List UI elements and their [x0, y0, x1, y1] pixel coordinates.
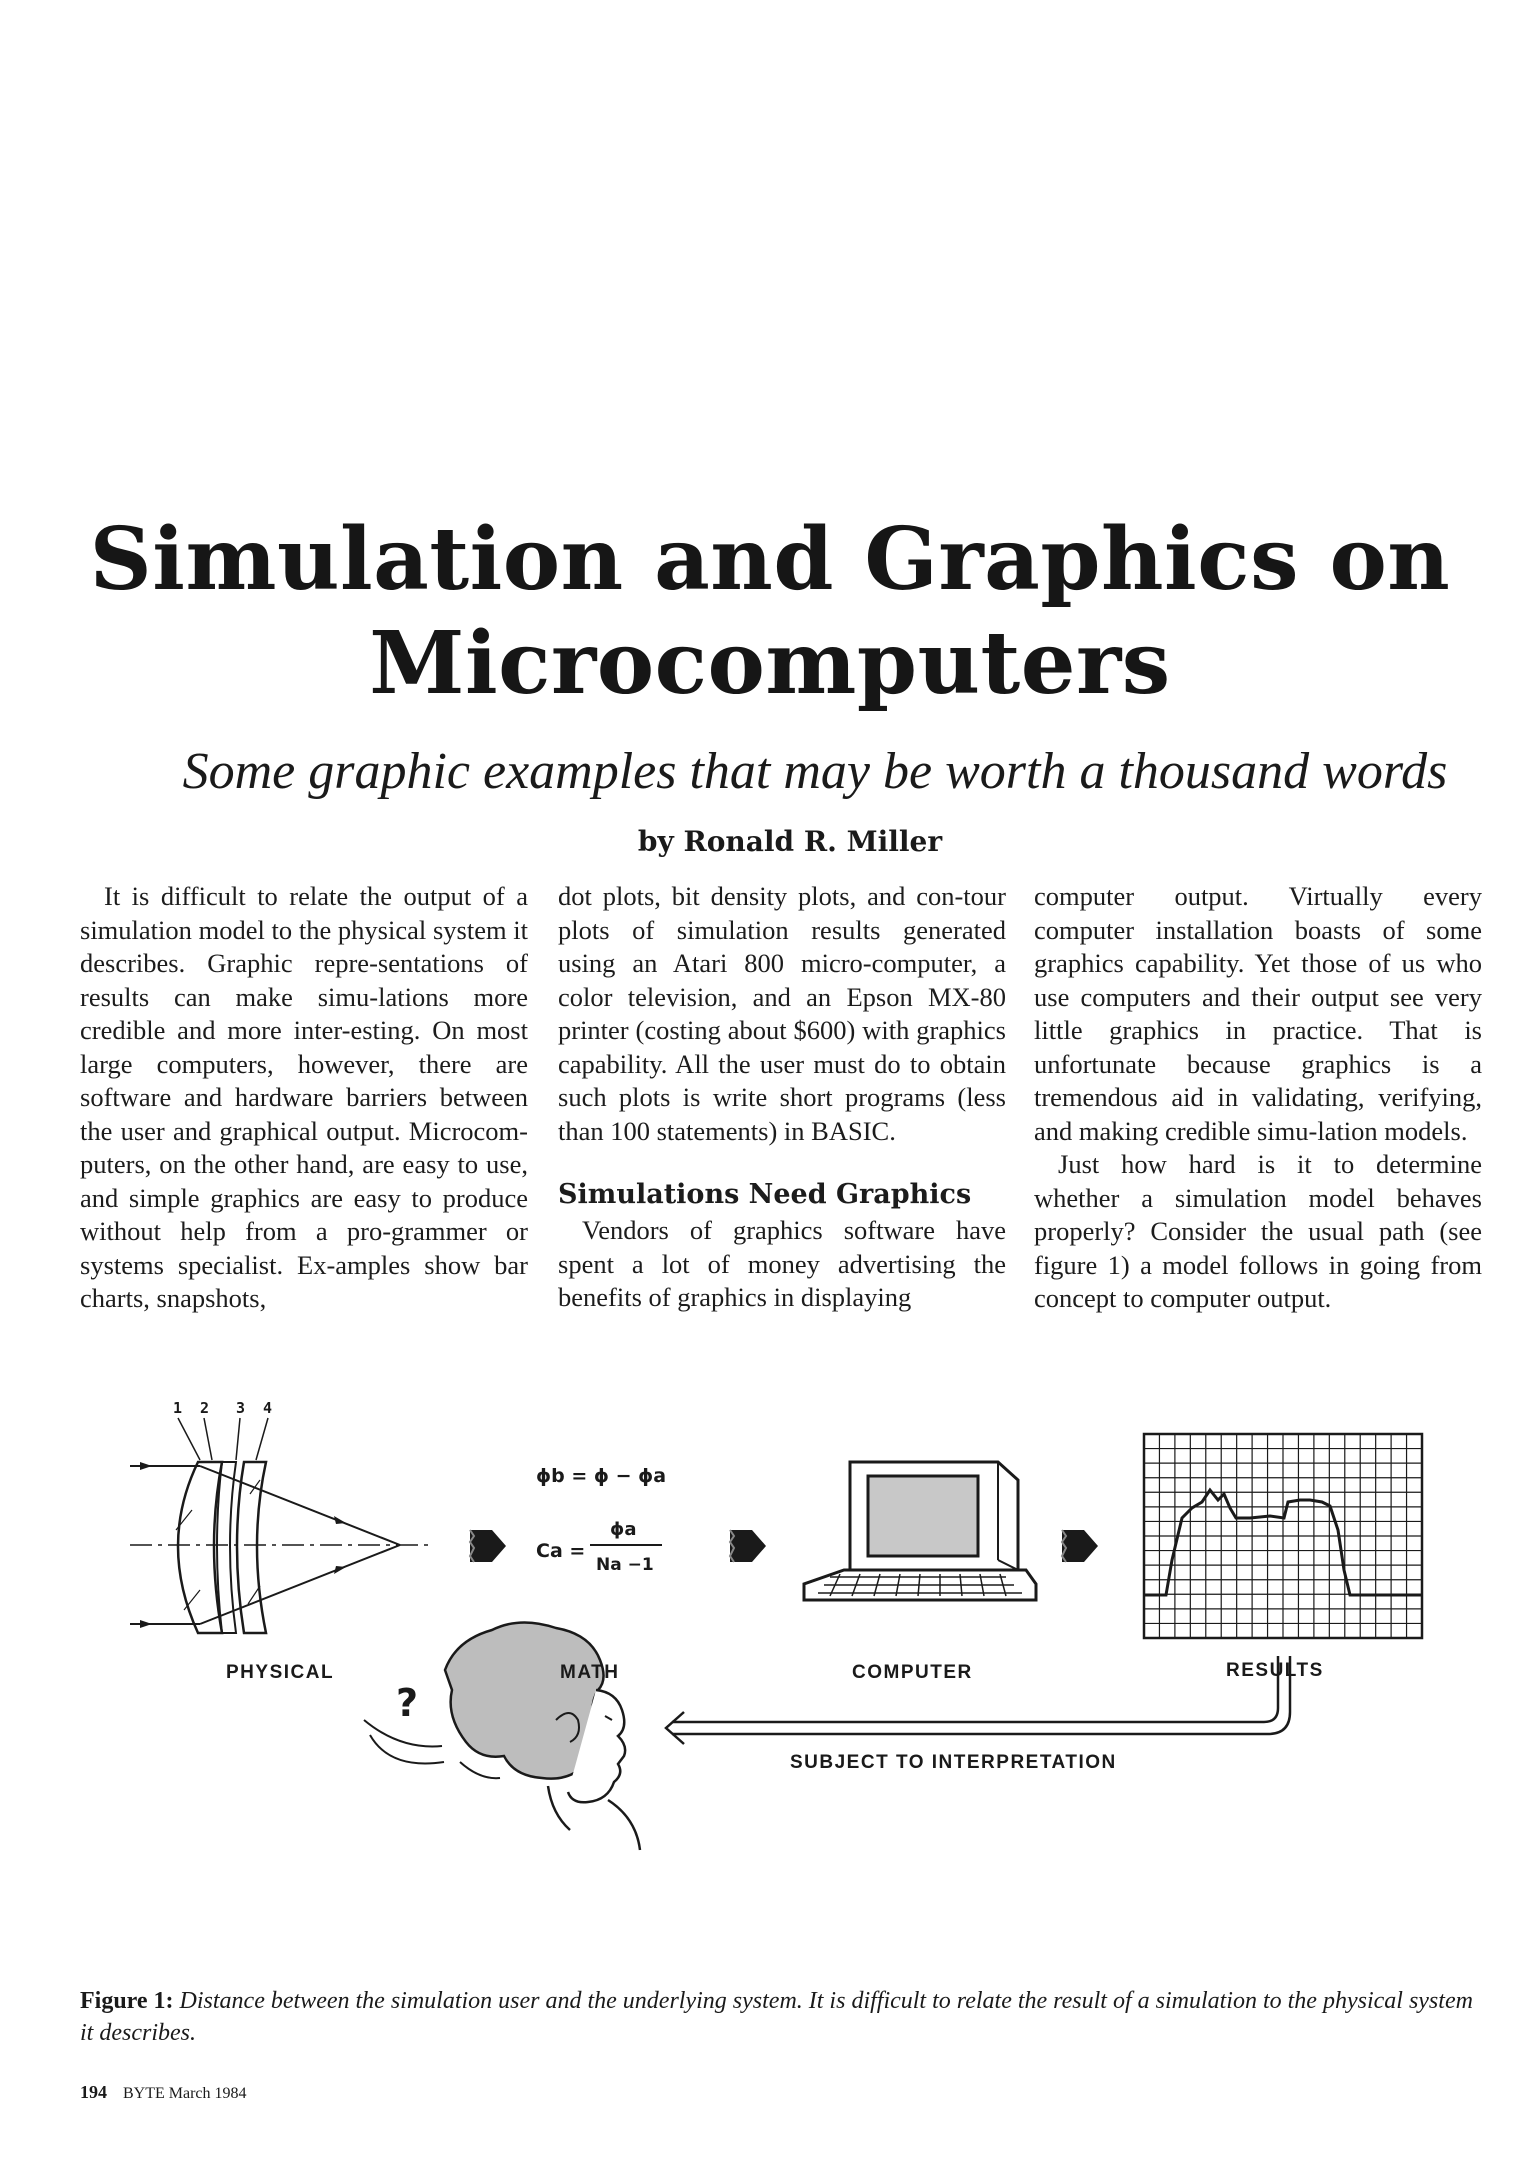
flow-arrow-3 [1062, 1530, 1098, 1562]
formula-ca-denominator: Na −1 [596, 1555, 654, 1575]
label-physical: PHYSICAL [226, 1662, 335, 1683]
figure-drawing [100, 1390, 1480, 1990]
title-line-2: Microcomputers [369, 613, 1171, 714]
caption-text: Distance between the simulation user and the underlying system. It is difficult to relate the result of a simulation to the physical system it describes. [80, 1988, 1473, 2046]
flow-arrow-1 [470, 1530, 506, 1562]
text-column-3 [1034, 880, 1482, 1316]
page-footer [80, 2082, 247, 2103]
label-math: MATH [560, 1662, 620, 1683]
formula-phi-b: ϕb = ϕ − ϕa [536, 1465, 667, 1487]
paragraph: It is difficult to relate the output of a simulation model to the physical system it describes. Graphic repre-sentations of results can make simu-lations more credible and more inter-esting. On most large computers, however, there are software and hardware barriers between the user and graphical output. Microcom-puters, on the other hand, are easy to use, and simple graphics are easy to produce without help from a pro-grammer or systems specialist. Ex-amples show bar charts, snapshots, [80, 881, 528, 1313]
results-plot [1144, 1434, 1422, 1638]
lens-number-2: 2 [200, 1399, 210, 1417]
article-subtitle: Some graphic examples that may be worth a thousand words [182, 743, 1448, 800]
label-results: RESULTS [1226, 1660, 1324, 1681]
lens-number-1: 1 [173, 1399, 183, 1417]
text-column-2 [558, 880, 1006, 1315]
label-interpretation: SUBJECT TO INTERPRETATION [790, 1752, 1117, 1773]
lens-number-4: 4 [263, 1399, 273, 1417]
paragraph: dot plots, bit density plots, and con-tour plots of simulation results generated using an Atari 800 micro-computer, a color television, and an Epson MX-80 printer (costing about $600) with graphics capability. All the user must do to obtain such plots is write short programs (less than 100 statements) in BASIC. [558, 881, 1006, 1146]
paragraph: Vendors of graphics software have spent a lot of money advertising the benefits of graphics in displaying [558, 1215, 1006, 1312]
formula-ca-lhs: Ca = [536, 1540, 586, 1562]
lens-number-3: 3 [236, 1399, 246, 1417]
computer-drawing [804, 1462, 1036, 1600]
page-number: 194 [80, 2082, 107, 2102]
math-formulas [536, 1465, 666, 1575]
title-line-1: Simulation and Graphics on [89, 509, 1451, 610]
label-computer: COMPUTER [852, 1662, 973, 1683]
paragraph: computer output. Virtually every computer installation boasts of some graphics capability. Yet those of us who use computers and their output see very little graphics in practice. That is unfortunate because graphics is a tremendous aid in validating, verifying, and making credible simu-lation models. [1034, 881, 1482, 1146]
section-heading: Simulations Need Graphics [558, 1179, 972, 1210]
text-column-1 [80, 880, 528, 1316]
figure-1 [100, 1390, 1480, 1990]
lens-diagram [130, 1399, 430, 1633]
formula-ca-numerator: ϕa [610, 1519, 637, 1540]
question-mark: ? [396, 1681, 419, 1725]
byline: by Ronald R. Miller [637, 825, 943, 858]
flow-arrow-2 [730, 1530, 766, 1562]
article-title [0, 508, 1540, 716]
figure-caption [80, 1985, 1485, 2049]
paragraph: Just how hard is it to determine whether a simulation model behaves properly? Consider the usual path (see figure 1) a model follows in going from concept to computer output. [1034, 1149, 1482, 1313]
caption-label: Figure 1: [80, 1988, 174, 2014]
interpretation-path [666, 1656, 1290, 1744]
magazine-issue: BYTE March 1984 [123, 2085, 247, 2102]
user-head-drawing [364, 1622, 640, 1850]
